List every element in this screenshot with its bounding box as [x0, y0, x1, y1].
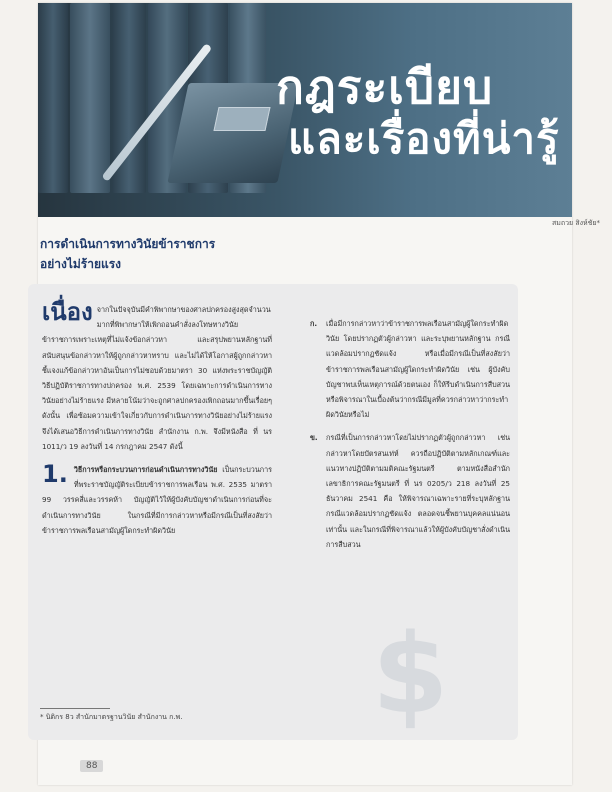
footnote-divider [40, 708, 110, 709]
watermark-dollar-icon: $ [372, 614, 449, 734]
section1-paragraph [42, 462, 272, 538]
article-title-line2: อย่างไม่ร้ายแรง [40, 257, 122, 271]
list-item [310, 430, 510, 552]
section-number: 1. [42, 460, 68, 489]
right-column [310, 316, 510, 560]
article-title [40, 234, 270, 274]
list-item-text: กรณีที่เป็นการกล่าวหาโดยไม่ปรากฏตัวผู้ถูกกล่าวหา เช่น กล่าวหาโดยบัตรสนเท่ห์ ควรถือปฏิบัติตามหลักเกณฑ์และแนวทางปฏิบัติตามมติคณะรัฐมนตรี ตามหนังสือสำนักเลขาธิการคณะรัฐมนตรี ที่ นร 0205/ว 218 ลงวันที่ 25 ธันวาคม 2541 คือ ให้พิจารณาเฉพาะรายที่ระบุหลักฐาน กรณีแวดล้อมปรากฏชัดแจ้ง ตลอดจนชี้พยานบุคคลแน่นอนเท่านั้น และในกรณีที่พิจารณาแล้วให้ผู้บังคับบัญชาสั่งดำเนินการสืบสวน [326, 433, 510, 549]
page-number: 88 [80, 760, 103, 772]
header-banner [38, 3, 572, 217]
book-spine [70, 3, 110, 193]
left-column [42, 298, 272, 546]
list-item [310, 316, 510, 422]
list-item-text: เมื่อมีการกล่าวหาว่าข้าราชการพลเรือนสามัญผู้ใดกระทำผิดวินัย โดยปรากฏตัวผู้กล่าวหา และระบุพยานหลักฐาน กรณีแวดล้อมปรากฏชัดแจ้ง หรือเมื่อมีกรณีเป็นที่สงสัยว่าข้าราชการพลเรือนสามัญผู้ใดกระทำผิดวินัย เช่น ผู้บังคับบัญชาพบเห็นเหตุการณ์ด้วยตนเอง ก็ให้รีบดำเนินการสืบสวนหรือพิจารณาในเบื้องต้นว่ากรณีมีมูลที่ควรกล่าวหาว่ากระทำผิดวินัยหรือไม่ [326, 319, 510, 420]
footnote: * นิติกร 8ว สำนักมาตรฐานวินัย สำนักงาน ก.พ. [40, 713, 183, 721]
section-heading: วิธีการหรือกระบวนการก่อนดำเนินการทางวินัย [73, 465, 218, 475]
intro-paragraph [42, 298, 272, 454]
header-title [276, 61, 566, 165]
book-label-image [213, 107, 270, 131]
header-title-line1: กฎระเบียบ [276, 60, 494, 114]
list-marker: ข. [310, 433, 318, 443]
dropcap: เนื่อง [42, 298, 93, 326]
list-marker: ก. [310, 319, 318, 328]
intro-text: จากในปัจจุบันมีคำพิพากษาของศาลปกครองสูงสุดจำนวนมากที่พิพากษาให้เพิกถอนคำสั่งลงโทษทางวินัยข้าราชการเพราะเหตุที่ไม่แจ้งข้อกล่าวหา และสรุปพยานหลักฐานที่สนับสนุนข้อกล่าวหาให้ผู้ถูกกล่าวหาทราบ และไม่ได้ให้โอกาสผู้ถูกกล่าวหาชี้แจงแก้ข้อกล่าวหาอันเป็นการไม่ชอบด้วยมาตรา 30 แห่งพระราชบัญญัติวิธีปฏิบัติราชการทางปกครอง พ.ศ. 2539 โดยเฉพาะการดำเนินการทางวินัยอย่างไม่ร้ายแรง มีหลายโน้มว่าจะถูกศาลปกครองเพิกถอนมากขึ้นเรื่อยๆ ดังนั้น เพื่อซ้อมความเข้าใจเกี่ยวกับการดำเนินการทางวินัยอย่างไม่ร้ายแรง จึงได้เสนอวิธีการดำเนินการทางวินัย สำนักงาน ก.พ. จึงมีหนังสือ ที่ นร 1011/ว 19 ลงวันที่ 14 กรกฎาคม 2547 ดังนี้ [42, 305, 272, 451]
header-title-line2: และเรื่องที่น่ารู้ [288, 114, 560, 163]
article-title-line1: การดำเนินการทางวินัยข้าราชการ [40, 237, 216, 251]
book-spine [38, 3, 68, 193]
section1-text: เป็นกระบวนการที่พระราชบัญญัติระเบียบข้าราชการพลเรือน พ.ศ. 2535 มาตรา 99 วรรคสี่และวรรคห้า บัญญัติไว้ให้ผู้บังคับบัญชาดำเนินการก่อนที่จะดำเนินการทางวินัย ในกรณีที่มีการกล่าวหาหรือมีกรณีเป็นที่สงสัยว่าข้าราชการพลเรือนสามัญผู้ใดกระทำผิดวินัย [42, 465, 272, 535]
author-byline: สมถวย สิงห์ชัย* [551, 219, 600, 227]
